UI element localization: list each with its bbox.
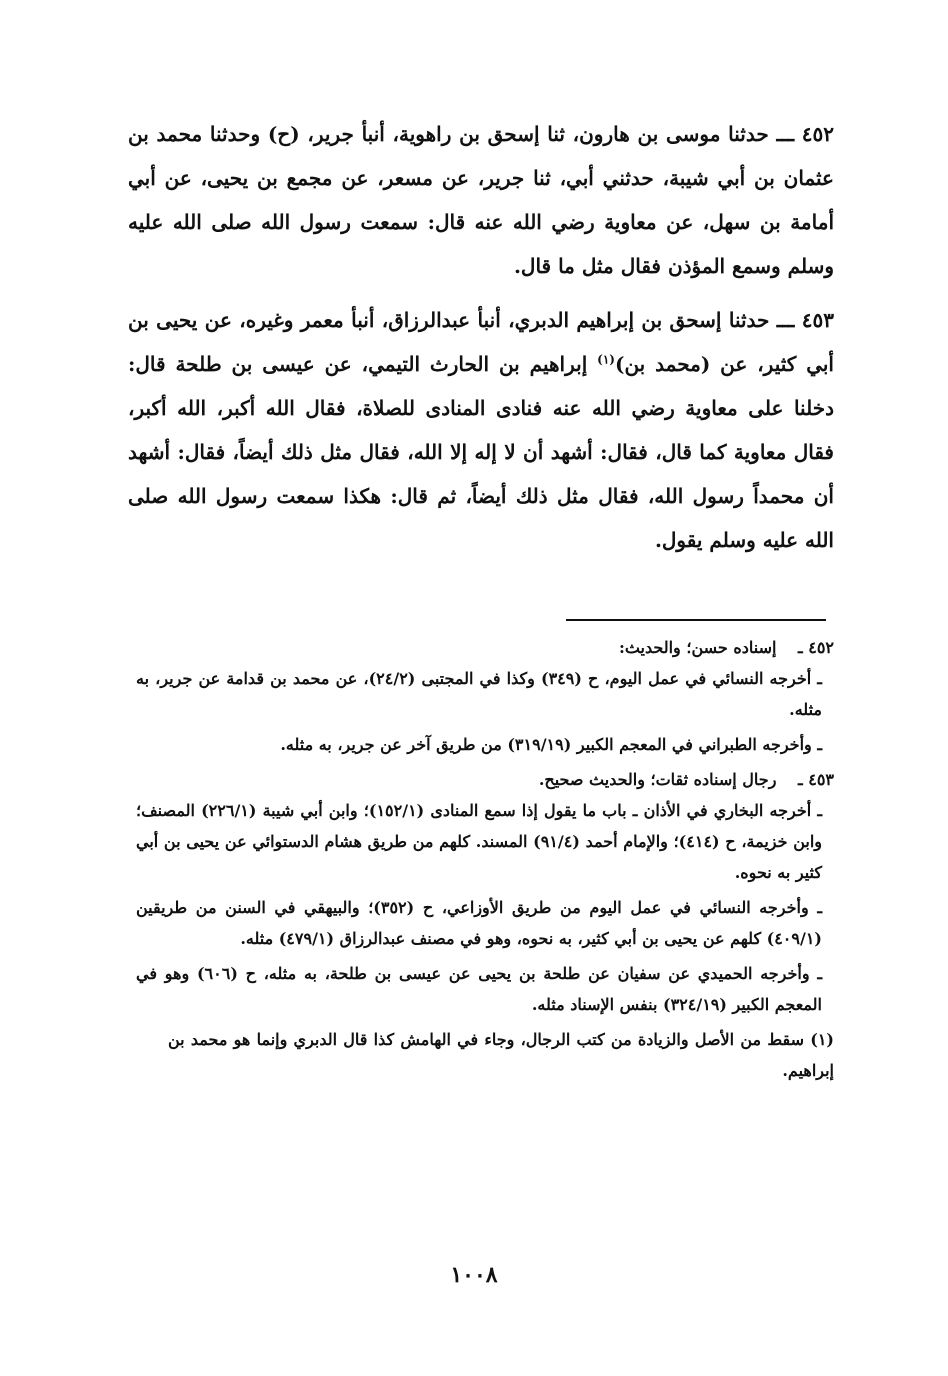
note-heading-text: إسناده حسن؛ والحديث:: [618, 638, 777, 657]
note-heading-453: [128, 764, 834, 795]
note-item: ـ أخرجه البخاري في الأذان ـ باب ما يقول إذا سمع المنادى (١٥٢/١)؛ وابن أبي شيبة (٢٢٦/١) المصنف؛ وابن خزيمة، ح (٤١٤)؛ والإمام أحمد (٩١/٤) المسند. كلهم من طريق هشام الدستوائي عن يحيى بن أبي كثير به نحوه.: [136, 801, 823, 882]
hadith-dash: ـــ: [776, 308, 795, 332]
footnote-reference[interactable]: (١): [597, 352, 615, 367]
commentary-notes: [128, 632, 834, 1086]
hadith-text: حدثنا موسى بن هارون، ثنا إسحق بن راهوية، أنبأ جرير، (ح) وحدثنا محمد بن عثمان بن أبي شيبة، حدثني أبي، ثنا جرير، عن مسعر، عن مجمع بن يحيى، عن أبي أمامة بن سهل، عن معاوية رضي الله عنه قال: سمعت رسول الله صلى الله عليه وسلم وسمع المؤذن فقال مثل ما قال.: [128, 122, 834, 278]
note-number: ٤٥٣ ـ: [797, 770, 834, 789]
note-item: ـ أخرجه النسائي في عمل اليوم، ح (٣٤٩) وكذا في المجتبى (٢٤/٢)، عن محمد بن قدامة عن جرير، به مثله.: [136, 669, 822, 719]
hadith-number: ٤٥٣: [801, 308, 834, 332]
hadith-453: [128, 298, 834, 562]
hadith-text: حدثنا إسحق بن إبراهيم الدبري، أنبأ عبدالرزاق، أنبأ معمر وغيره، عن يحيى بن أبي كثير، عن (محمد بن): [128, 308, 834, 376]
note-item: ـ وأخرجه النسائي في عمل اليوم من طريق الأوزاعي، ح (٣٥٢)؛ والبيهقي في السنن من طريقين (٤٠٩/١) كلهم عن يحيى بن أبي كثير، به نحوه، وهو في مصنف عبدالرزاق (٤٧٩/١) مثله.: [136, 898, 822, 948]
hadith-dash: ـــ: [776, 122, 795, 146]
hadith-number: ٤٥٢: [801, 122, 835, 146]
note-heading-text: رجال إسناده ثقات؛ والحديث صحيح.: [538, 770, 777, 789]
footnote-marker: (١): [810, 1030, 834, 1049]
footnote-separator: [566, 619, 826, 621]
note-item: ـ وأخرجه الطبراني في المعجم الكبير (٣١٩/١٩) من طريق آخر عن جرير، به مثله.: [280, 735, 822, 754]
main-text: [128, 112, 834, 562]
hadith-text-continued: إبراهيم بن الحارث التيمي، عن عيسى بن طلحة قال: دخلنا على معاوية رضي الله عنه فنادى المنادى للصلاة، فقال الله أكبر، الله أكبر، فقال معاوية كما قال، فقال: أشهد أن لا إله إلا الله، فقال مثل ذلك أيضاً، فقال: أشهد أن محمداً رسول الله، فقال مثل ذلك أيضاً، ثم قال: هكذا سمعت رسول الله صلى الله عليه وسلم يقول.: [128, 352, 834, 552]
note-number: ٤٥٢ ـ: [797, 638, 834, 657]
footnote: [128, 1024, 834, 1086]
footnote-text: سقط من الأصل والزيادة من كتب الرجال، وجاء في الهامش كذا قال الدبري وإنما هو محمد بن إبراهيم.: [168, 1030, 834, 1080]
note-item: ـ وأخرجه الحميدي عن سفيان عن طلحة بن يحيى عن عيسى بن طلحة، به مثله، ح (٦٠٦) وهو في المعجم الكبير (٣٢٤/١٩) بنفس الإسناد مثله.: [136, 964, 823, 1014]
hadith-452: [128, 112, 834, 288]
note-heading-452: [128, 632, 834, 663]
page-number: ١٠٠٨: [450, 1262, 498, 1288]
